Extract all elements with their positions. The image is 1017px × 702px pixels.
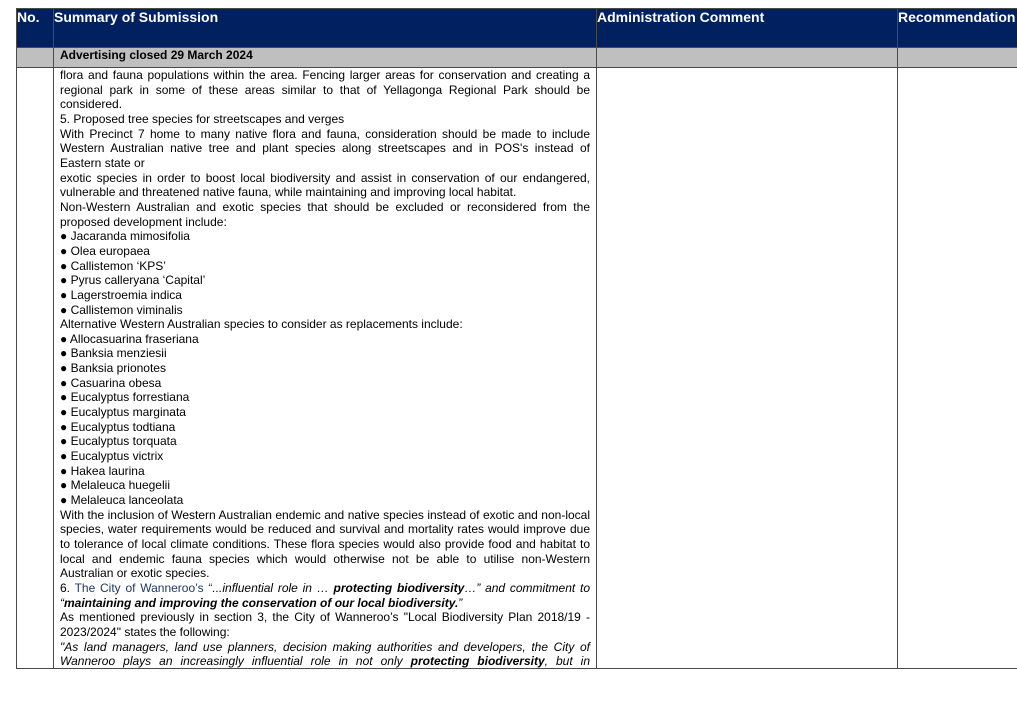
admin-comment-cell [597,68,898,669]
summary-line: ● Banksia menziesii [60,346,167,361]
summary-line: ● Eucalyptus marginata [60,405,186,420]
summary-line: Non-Western Australian and exotic species that should be excluded or reconsidered from the proposed development include: [60,199,590,229]
table-row [17,68,1017,669]
recommendation-cell [898,68,1017,669]
summary-line: flora and fauna populations within the area. Fencing larger areas for conservation and creating a regional park in some of these areas similar to that of Yellagonga Regional Park should be considered. [60,68,590,112]
header-summary: Summary of Submission [54,9,597,48]
section-admin-cell [597,48,898,68]
summary-line: ● Melaleuca huegelii [60,478,170,493]
summary-line: ● Allocasuarina fraseriana [60,331,199,346]
item6-heading [60,581,590,610]
summary-line: With the inclusion of Western Australian endemic and native species instead of exotic and non-local species, water requirements would be reduced and survival and mortality rates would improve due to tolerance of local climate conditions. These flora species would also provide food and habitat to local and endemic fauna species which would otherwise not be able to utilise non-Western Australian or exotic species. [60,507,590,581]
summary-line: ● Eucalyptus forrestiana [60,390,190,405]
item6-bold-b: maintaining and improving the conservation of our local biodiversity. [64,595,459,610]
summary-content [54,68,596,668]
item6-italic-a: ...influential role in … [212,580,334,595]
section-label: Advertising closed 29 March 2024 [60,48,253,62]
table-header-row [17,9,1017,48]
summary-line: ● Melaleuca lanceolata [60,493,184,508]
item6-italic-c: ” [458,595,463,610]
section-rec-cell [898,48,1017,68]
section-row [17,48,1017,68]
quote-part-b: , but in [544,654,591,668]
item6-bold-a: protecting biodiversity [333,580,465,595]
item6-blue-text: The City of Wanneroo’s “ [74,580,213,595]
submissions-table [16,8,1017,669]
summary-line: ● Lagerstroemia indica [60,287,182,302]
section-no-cell [17,48,54,68]
section-label-cell [54,48,597,68]
summary-line: ● Eucalyptus todtiana [60,419,176,434]
summary-line: ● Jacaranda mimosifolia [60,229,190,244]
summary-line: Alternative Western Australian species to consider as replacements include: [60,317,463,332]
quote-part-a: "As land managers, land use planners, decision making authorities and developers, the City of Wanneroo plays an increasingly influential role in not only [60,639,590,668]
summary-line: ● Pyrus calleryana ‘Capital’ [60,273,206,288]
row-no-cell [17,68,54,669]
summary-line: 5. Proposed tree species for streetscapes and verges [60,111,345,126]
quote-bold: protecting biodiversity [410,654,545,668]
summary-line: ● Casuarina obesa [60,375,162,390]
summary-cell [54,68,597,669]
summary-line: ● Eucalyptus victrix [60,449,164,464]
summary-line: ● Callistemon ‘KPS’ [60,258,166,273]
summary-line: ● Banksia prionotes [60,361,166,376]
item6-prefix: 6. [60,580,75,595]
header-no: No. [17,9,54,48]
mention-paragraph: As mentioned previously in section 3, the City of Wanneroo’s "Local Biodiversity Plan 2018/19 - 2023/2024" states the following: [60,610,590,639]
item6-italic-b: …” and commitment to “ [60,580,590,610]
quote-paragraph [60,640,590,668]
summary-line: ● Hakea laurina [60,463,145,478]
summary-line: ● Eucalyptus torquata [60,434,177,449]
summary-line: ● Olea europaea [60,243,150,258]
summary-line: exotic species in order to boost local biodiversity and assist in conservation of our endangered, vulnerable and threatened native fauna, while maintaining and improving local habitat. [60,170,590,200]
summary-lines [60,68,590,581]
summary-line: With Precinct 7 home to many native flora and fauna, consideration should be made to include Western Australian native tree and plant species along streetscapes and in POS's instead of Eastern state or [60,126,590,170]
summary-line: ● Callistemon viminalis [60,302,183,317]
header-recommendation: Recommendation [898,9,1017,48]
header-admin-comment: Administration Comment [597,9,898,48]
